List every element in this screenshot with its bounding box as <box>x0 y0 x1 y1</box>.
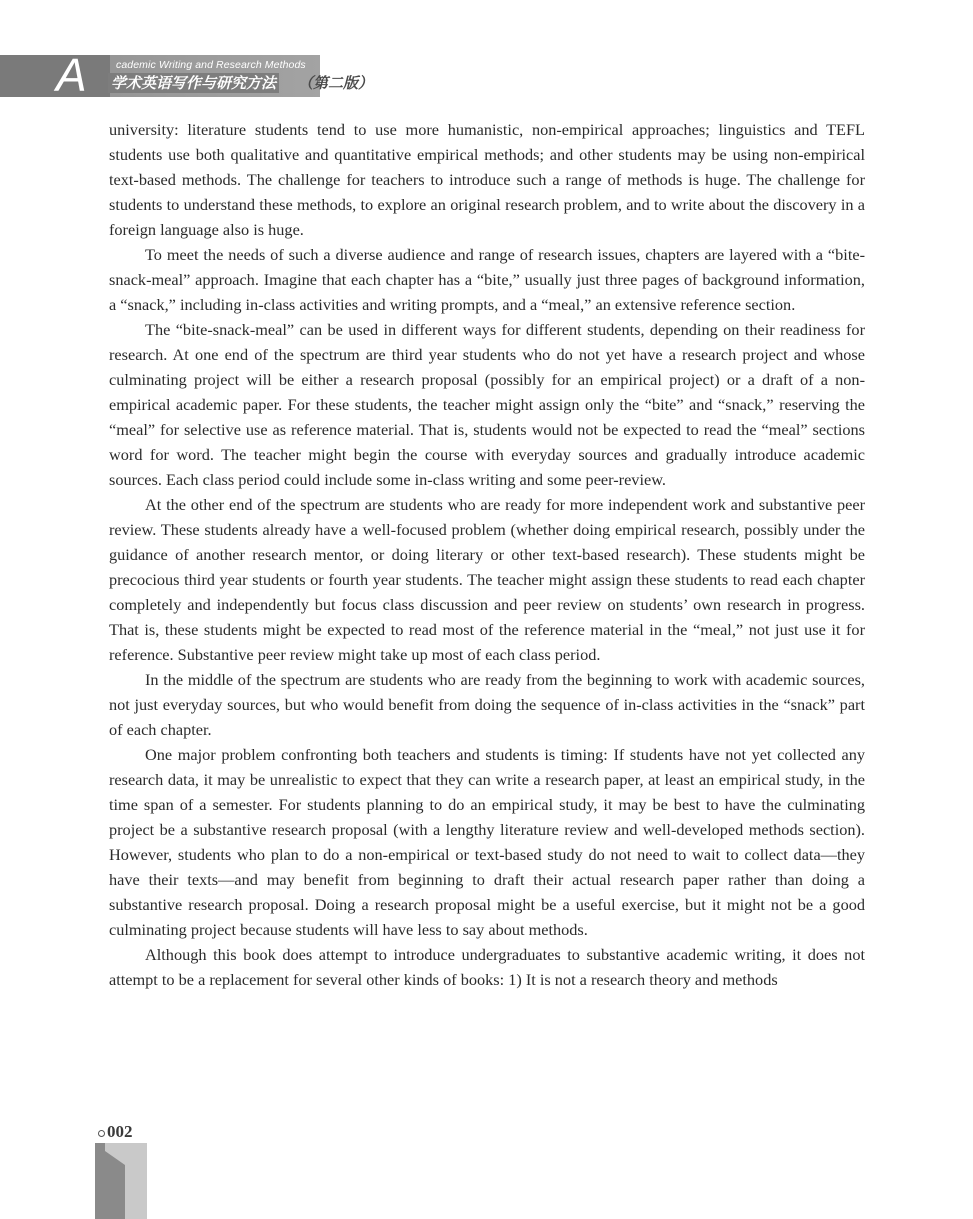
page-number-dot <box>98 1130 105 1137</box>
paragraph-6: One major problem confronting both teachers and students is timing: If students have not yet collected any research data, it may be unrealistic to expect that they can write a research paper, at least an empirical study, in the time span of a semester. For students planning to do an empirical study, it may be best to have the culminating project be a substantive research proposal (with a lengthy literature review and well-developed methods section). However, students who plan to do a non-empirical or text-based study do not need to wait to collect data—they have their texts—and may benefit from beginning to draft their actual research paper rather than doing a substantive research proposal. Doing a research proposal might be a useful exercise, but it might not be a good culminating project because students will have less to say about methods. <box>109 745 865 939</box>
header-band-accent <box>0 55 110 97</box>
page-corner-tab <box>95 1143 147 1219</box>
header-logo-letter: A <box>56 49 87 101</box>
paragraph-5: In the middle of the spectrum are students who are ready from the beginning to work with academic sources, not just everyday sources, but who would benefit from doing the sequence of in-class activities in the “snack” part of each chapter. <box>109 670 865 739</box>
paragraph-7: Although this book does attempt to introduce undergraduates to substantive academic writing, it does not attempt to be a replacement for several other kinds of books: 1) It is not a research theory and methods <box>109 945 865 989</box>
header-edition: （第二版） <box>298 74 374 92</box>
paragraph-3: The “bite-snack-meal” can be used in different ways for different students, depending on their readiness for research. At one end of the spectrum are third year students who do not yet have a research project and whose culminating project will be either a research proposal (possibly for an empirical project) or a draft of a non-empirical academic paper. For these students, the teacher might assign only the “bite” and “snack,” reserving the “meal” for selective use as reference material. That is, students would not be expected to read the “meal” sections word for word. The teacher might begin the course with everyday sources and gradually introduce academic sources. Each class period could include some in-class writing and some peer-review. <box>109 320 865 489</box>
paragraph-1: university: literature students tend to use more humanistic, non-empirical approaches; linguistics and TEFL students use both qualitative and quantitative empirical methods; and other students may be using non-empirical text-based methods. The challenge for teachers to introduce such a range of methods is huge. The challenge for students to understand these methods, to explore an original research problem, and to write about the discovery in a foreign language also is huge. <box>109 120 865 239</box>
header-title-chinese: 学术英语写作与研究方法 <box>108 73 279 93</box>
header-title-english: cademic Writing and Research Methods <box>116 59 306 71</box>
page-number: 002 <box>107 1122 133 1141</box>
paragraph-4: At the other end of the spectrum are students who are ready for more independent work and substantive peer review. These students already have a well-focused problem (whether doing empirical research, possibly under the guidance of another research mentor, or doing literary or other text-based research). These students might be precocious third year students or fourth year students. The teacher might assign these students to read each chapter completely and independently but focus class discussion and peer review on students’ own research in progress. That is, these students might be expected to read most of the reference material in the “meal,” not just use it for reference. Substantive peer review might take up most of each class period. <box>109 495 865 664</box>
body-text <box>109 117 865 992</box>
paragraph-2: To meet the needs of such a diverse audience and range of research issues, chapters are layered with a “bite-snack-meal” approach. Imagine that each chapter has a “bite,” usually just three pages of background information, a “snack,” including in-class activities and writing prompts, and a “meal,” an extensive reference section. <box>109 245 865 314</box>
